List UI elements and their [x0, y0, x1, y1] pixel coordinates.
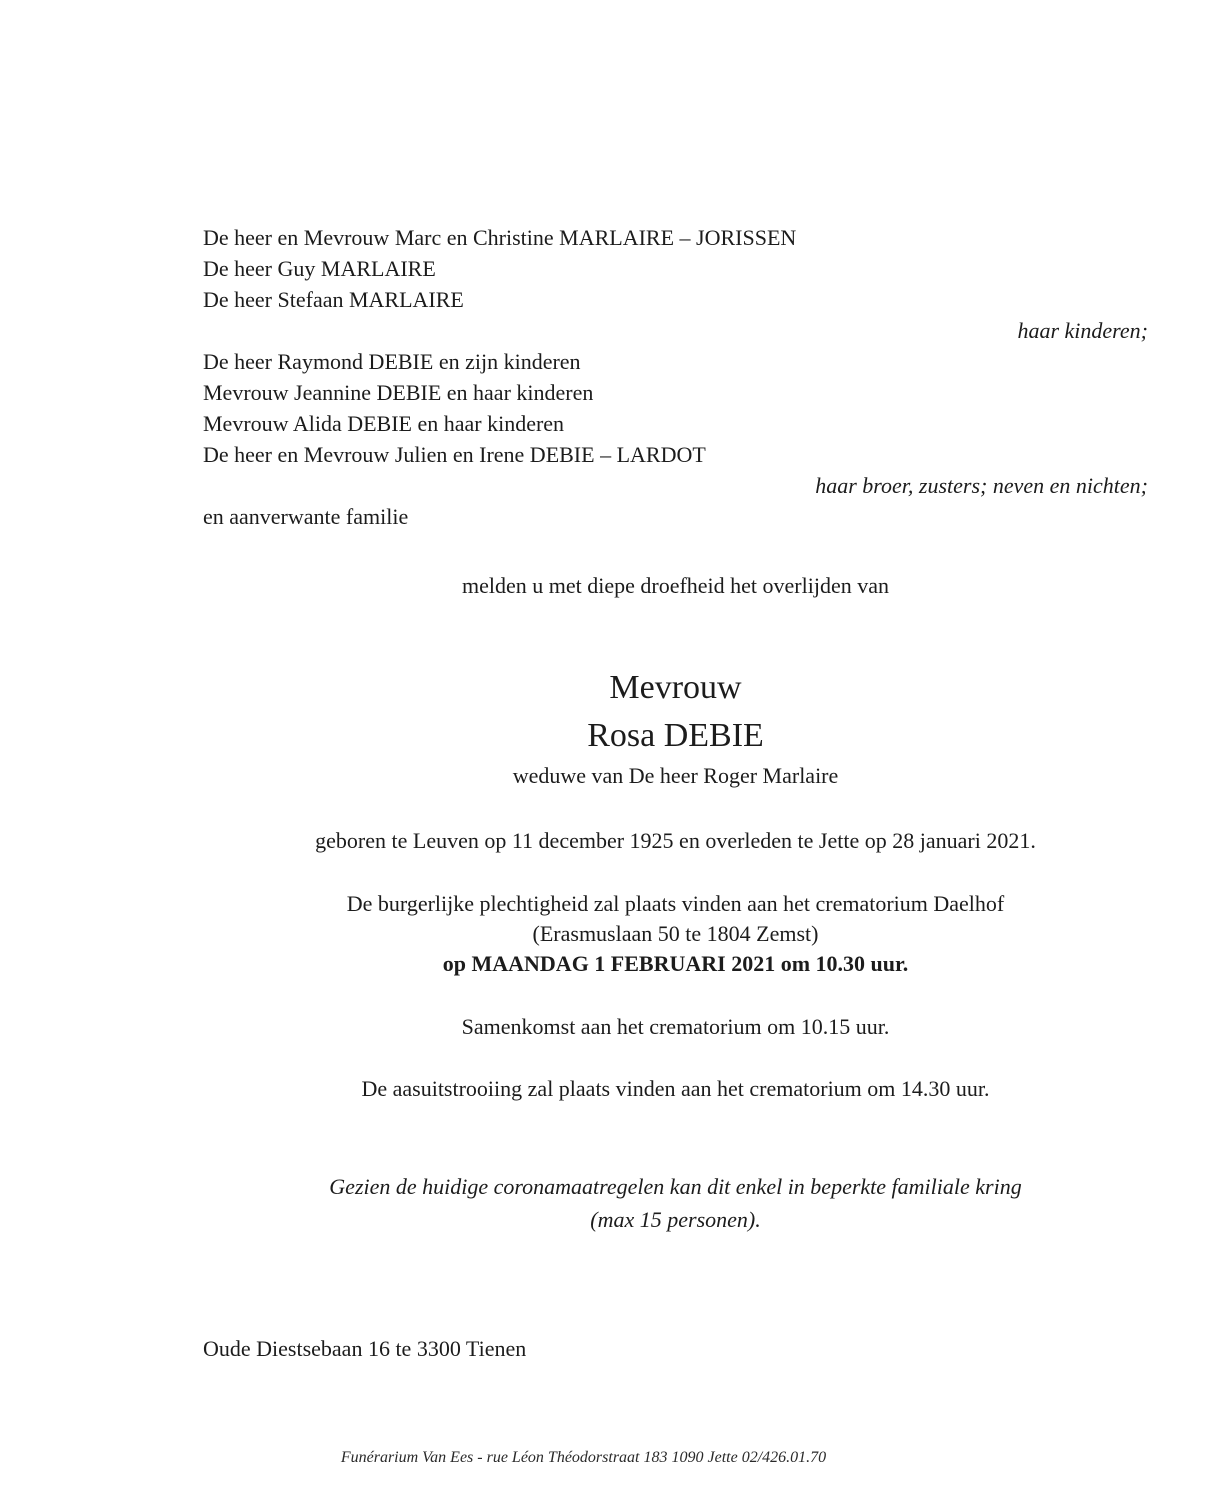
- family-member-line: De heer Raymond DEBIE en zijn kinderen: [203, 349, 581, 374]
- ceremony-block: [203, 889, 1148, 979]
- deceased-title-block: [203, 664, 1148, 760]
- funeral-home-footer: Funérarium Van Ees - rue Léon Théodorstraat 183 1090 Jette 02/426.01.70: [340, 1449, 827, 1466]
- gathering-line: Samenkomst aan het crematorium om 10.15 uur.: [461, 1014, 890, 1039]
- family-member-line: De heer Stefaan MARLAIRE: [203, 287, 464, 312]
- obituary-content: [203, 0, 1148, 1364]
- ceremony-datetime-line: op MAANDAG 1 FEBRUARI 2021 om 10.30 uur.: [442, 951, 909, 976]
- siblings-relation-label: haar broer, zusters; neven en nichten;: [815, 473, 1148, 498]
- ceremony-location-line: De burgerlijke plechtigheid zal plaats vinden aan het crematorium Daelhof: [346, 891, 1005, 916]
- corona-note-block: [203, 1170, 1148, 1236]
- family-member-line: De heer en Mevrouw Marc en Christine MARLAIRE – JORISSEN: [203, 225, 797, 250]
- home-address-block: [203, 1333, 1148, 1364]
- gathering-block: [203, 1011, 1148, 1042]
- family-member-line: Mevrouw Jeannine DEBIE en haar kinderen: [203, 380, 594, 405]
- family-member-line: De heer en Mevrouw Julien en Irene DEBIE – LARDOT: [203, 442, 706, 467]
- corona-note-line: (max 15 personen).: [590, 1207, 761, 1232]
- birth-death-line: geboren te Leuven op 11 december 1925 en overleden te Jette op 28 januari 2021.: [315, 828, 1036, 853]
- ceremony-address-line: (Erasmuslaan 50 te 1804 Zemst): [532, 921, 819, 946]
- widow-line: weduwe van De heer Roger Marlaire: [512, 763, 839, 788]
- extended-family-line: en aanverwante familie: [203, 504, 409, 529]
- deceased-name: Rosa DEBIE: [587, 717, 764, 754]
- family-member-line: Mevrouw Alida DEBIE en haar kinderen: [203, 411, 565, 436]
- scattering-block: [203, 1073, 1148, 1104]
- children-relation-label: haar kinderen;: [1017, 318, 1148, 343]
- announcement-block: [203, 570, 1148, 601]
- scattering-line: De aasuitstrooiing zal plaats vinden aan het crematorium om 14.30 uur.: [361, 1076, 990, 1101]
- family-names-block: [203, 222, 1148, 532]
- family-member-line: De heer Guy MARLAIRE: [203, 256, 436, 281]
- announcement-line: melden u met diepe droefheid het overlijden van: [461, 573, 889, 598]
- home-address-line: Oude Diestsebaan 16 te 3300 Tienen: [203, 1336, 527, 1361]
- widow-block: [203, 760, 1148, 791]
- life-dates-block: [203, 825, 1148, 856]
- deceased-title: Mevrouw: [609, 669, 742, 706]
- corona-note-line: Gezien de huidige coronamaatregelen kan dit enkel in beperkte familiale kring: [329, 1174, 1022, 1199]
